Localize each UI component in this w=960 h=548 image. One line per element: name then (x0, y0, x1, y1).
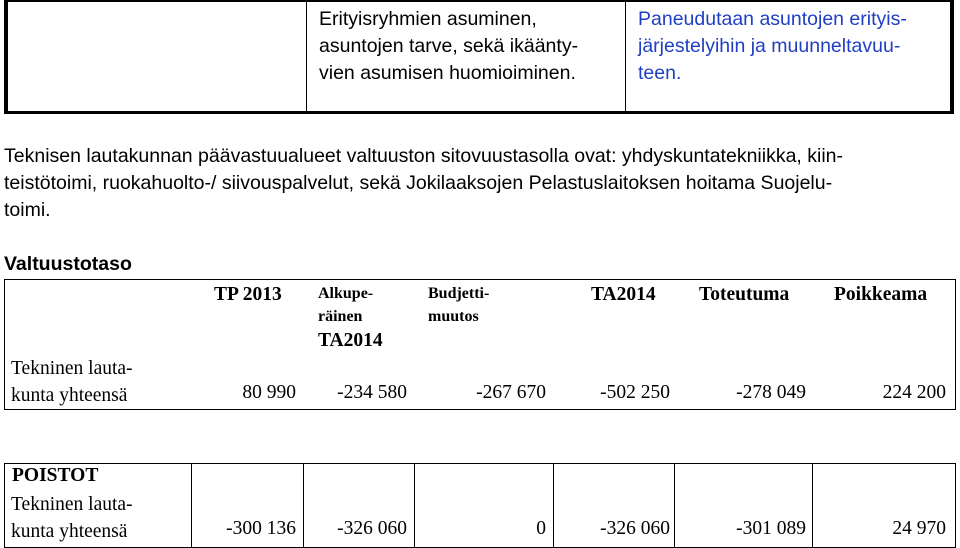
paragraph-line: toimi. (4, 199, 51, 221)
cell-ta2014: -502 250 (600, 382, 670, 403)
left-text-line: vien asumisen huomioiminen. (319, 62, 576, 84)
cell-budj: -267 670 (476, 382, 546, 403)
header-alkuperainen (318, 282, 383, 354)
cell-alkup: -234 580 (337, 382, 407, 403)
paragraph-line: Teknisen lautakunnan päävastuualueet valtuuston sitovuustasolla ovat: yhdyskuntatekniikka, kiin- (4, 145, 844, 167)
dep-cell-poikkeama: 24 970 (892, 518, 946, 539)
header-ta2014: TA2014 (591, 284, 656, 305)
header-alkup-line1: Alkupe- (318, 285, 374, 302)
header-budjettimuutos (428, 282, 489, 328)
row-label-line1: Tekninen lauta- (11, 358, 133, 379)
right-text-line: Paneudutaan asuntojen erityis- (638, 8, 907, 30)
dep-cell-tp2013: -300 136 (226, 518, 296, 539)
responsibilities-paragraph (4, 143, 954, 224)
header-budj-line1: Budjetti- (428, 285, 490, 302)
row-label-line1: Tekninen lauta- (11, 494, 133, 515)
paragraph-line: teistötoimi, ruokahuolto-/ siivouspalvelut, sekä Jokilaaksojen Pelastuslaitoksen hoitama Suojelu- (4, 172, 833, 194)
depreciation-title: POISTOT (12, 465, 99, 486)
top-box-right-text (638, 6, 907, 87)
header-poikkeama: Poikkeama (834, 284, 928, 305)
left-text-line: Erityisryhmien asuminen, (319, 8, 537, 30)
row-label-line2: kunta yhteensä (11, 521, 128, 542)
dep-cell-toteutuma: -301 089 (736, 518, 806, 539)
header-toteutuma: Toteutuma (699, 284, 790, 305)
right-text-line: järjestelyihin ja muunneltavuu- (638, 35, 901, 57)
depreciation-row-label (11, 491, 133, 545)
header-alkup-line2: räinen (318, 308, 363, 325)
header-tp2013: TP 2013 (214, 284, 282, 305)
top-box-left-text (319, 6, 578, 87)
cell-tp2013: 80 990 (242, 382, 296, 403)
dep-cell-alkup: -326 060 (337, 518, 407, 539)
row-label-line2: kunta yhteensä (11, 385, 128, 406)
header-budj-line2: muutos (428, 308, 479, 325)
right-text-line: teen. (638, 62, 682, 84)
row-label (11, 355, 133, 409)
cell-toteutuma: -278 049 (736, 382, 806, 403)
cell-poikkeama: 224 200 (882, 382, 946, 403)
header-alkup-line3: TA2014 (318, 330, 383, 351)
dep-cell-budj: 0 (536, 518, 546, 539)
dep-cell-ta2014: -326 060 (600, 518, 670, 539)
left-text-line: asuntojen tarve, sekä ikäänty- (319, 35, 579, 57)
section-heading: Valtuustotaso (4, 253, 132, 275)
